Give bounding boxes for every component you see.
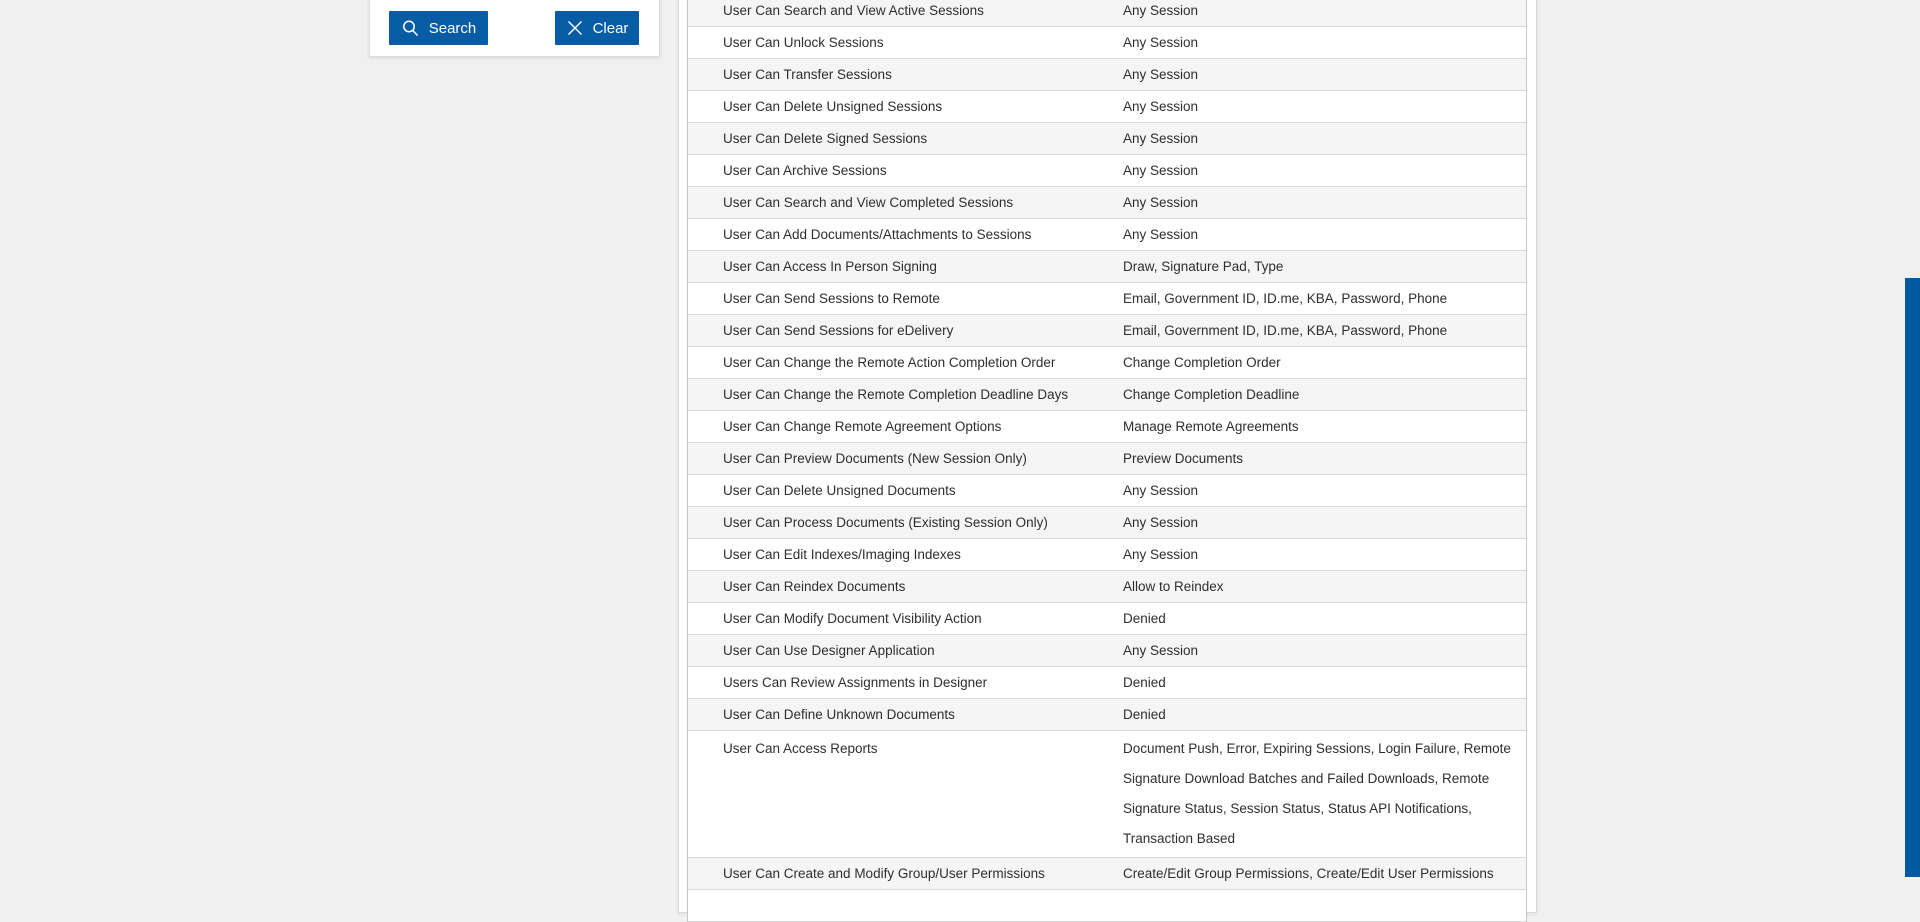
permission-name-cell: User Can Unlock Sessions: [723, 35, 884, 50]
table-row: [688, 283, 1526, 315]
table-row: [688, 603, 1526, 635]
table-row: [688, 411, 1526, 443]
table-row: [688, 187, 1526, 219]
table-row: [688, 347, 1526, 379]
permission-value-cell: Any Session: [1123, 163, 1199, 178]
permission-value-cell: Any Session: [1123, 483, 1199, 498]
permissions-table: [687, 0, 1527, 922]
permission-value-cell: Email, Government ID, ID.me, KBA, Password, Phone: [1123, 291, 1448, 306]
permission-name-cell: User Can Delete Unsigned Documents: [723, 483, 956, 498]
table-row: [688, 219, 1526, 251]
permission-name-cell: User Can Process Documents (Existing Session Only): [723, 515, 1048, 530]
permission-value-cell: Create/Edit Group Permissions, Create/Edit User Permissions: [1123, 866, 1494, 881]
permission-value-cell: Allow to Reindex: [1123, 579, 1224, 594]
table-row: [688, 27, 1526, 59]
permission-value-cell: Any Session: [1123, 195, 1199, 210]
table-row: [688, 443, 1526, 475]
search-form-card: [369, 0, 660, 57]
table-row: [688, 155, 1526, 187]
table-row: [688, 475, 1526, 507]
table-row: [688, 0, 1526, 27]
table-row: [688, 251, 1526, 283]
permission-value-cell: Any Session: [1123, 3, 1199, 18]
permission-value-cell: Change Completion Deadline: [1123, 387, 1300, 402]
table-row: [688, 507, 1526, 539]
table-row: [688, 858, 1526, 890]
permission-name-cell: User Can Modify Document Visibility Action: [723, 611, 982, 626]
permission-name-cell: User Can Change Remote Agreement Options: [723, 419, 1002, 434]
permission-name-cell: User Can Define Unknown Documents: [723, 707, 955, 722]
permission-value-cell: Denied: [1123, 611, 1166, 626]
permission-name-cell: User Can Transfer Sessions: [723, 67, 892, 82]
permission-name-cell: Users Can Review Assignments in Designer: [723, 675, 988, 690]
permission-value-cell: Denied: [1123, 707, 1166, 722]
table-row: [688, 539, 1526, 571]
permission-value-cell: Any Session: [1123, 67, 1199, 82]
clear-button[interactable]: [555, 11, 639, 45]
permission-value-cell: Preview Documents: [1123, 451, 1244, 466]
permission-value-cell: Any Session: [1123, 515, 1199, 530]
table-row: [688, 667, 1526, 699]
permission-name-cell: User Can Access In Person Signing: [723, 259, 937, 274]
table-row: [688, 699, 1526, 731]
table-row: [688, 59, 1526, 91]
table-row: [688, 379, 1526, 411]
permission-name-cell: User Can Use Designer Application: [723, 643, 935, 658]
permission-value-cell: Any Session: [1123, 99, 1199, 114]
permission-value-line: Signature Download Batches and Failed Downloads, Remote: [1123, 771, 1490, 786]
permission-name-cell: User Can Search and View Completed Sessions: [723, 195, 1014, 210]
permission-name-cell: User Can Archive Sessions: [723, 163, 887, 178]
permission-value-line: Document Push, Error, Expiring Sessions, Login Failure, Remote: [1123, 741, 1511, 756]
scrollbar-thumb[interactable]: [1905, 278, 1920, 877]
permission-value-cell: Any Session: [1123, 35, 1199, 50]
x-icon: [566, 19, 584, 37]
permission-value-cell: Change Completion Order: [1123, 355, 1281, 370]
permission-value-line: Transaction Based: [1123, 831, 1236, 846]
permission-name-cell: User Can Add Documents/Attachments to Sessions: [723, 227, 1032, 242]
permission-name-cell: User Can Send Sessions to Remote: [723, 291, 940, 306]
clear-button-label: Clear: [592, 19, 629, 37]
permission-value-cell: Draw, Signature Pad, Type: [1123, 259, 1284, 274]
permission-name-cell: User Can Create and Modify Group/User Permissions: [723, 866, 1045, 881]
permission-name-cell: User Can Access Reports: [723, 741, 878, 756]
permission-name-cell: User Can Reindex Documents: [723, 579, 906, 594]
permission-value-cell: Any Session: [1123, 547, 1199, 562]
permission-value-cell: Any Session: [1123, 227, 1199, 242]
permission-name-cell: User Can Delete Unsigned Sessions: [723, 99, 943, 114]
table-row: [688, 123, 1526, 155]
permission-name-cell: User Can Delete Signed Sessions: [723, 131, 928, 146]
permission-name-cell: User Can Edit Indexes/Imaging Indexes: [723, 547, 961, 562]
permission-value-cell: Manage Remote Agreements: [1123, 419, 1299, 434]
table-row: [688, 731, 1526, 858]
permission-value-cell: Denied: [1123, 675, 1166, 690]
permission-name-cell: User Can Change the Remote Completion Deadline Days: [723, 387, 1069, 402]
permission-value-cell: Any Session: [1123, 131, 1199, 146]
table-row: [688, 890, 1526, 922]
permission-value-cell: [1123, 731, 1526, 857]
permission-value-cell: Email, Government ID, ID.me, KBA, Password, Phone: [1123, 323, 1448, 338]
search-button-label: Search: [428, 19, 477, 37]
permission-name-cell: User Can Search and View Active Sessions: [723, 3, 984, 18]
permission-value-cell: [1123, 890, 1526, 921]
permission-name-cell: User Can Change the Remote Action Completion Order: [723, 355, 1056, 370]
table-row: [688, 571, 1526, 603]
magnifier-icon: [401, 19, 420, 38]
permission-name-cell: User Can Send Sessions for eDelivery: [723, 323, 954, 338]
search-button[interactable]: [389, 11, 488, 45]
permission-name-cell: User Can Preview Documents (New Session Only): [723, 451, 1027, 466]
table-row: [688, 91, 1526, 123]
table-row: [688, 315, 1526, 347]
permission-value-line: Signature Status, Session Status, Status API Notifications,: [1123, 801, 1472, 816]
table-row: [688, 635, 1526, 667]
permission-value-cell: Any Session: [1123, 643, 1199, 658]
permission-name-cell: [688, 890, 1123, 921]
